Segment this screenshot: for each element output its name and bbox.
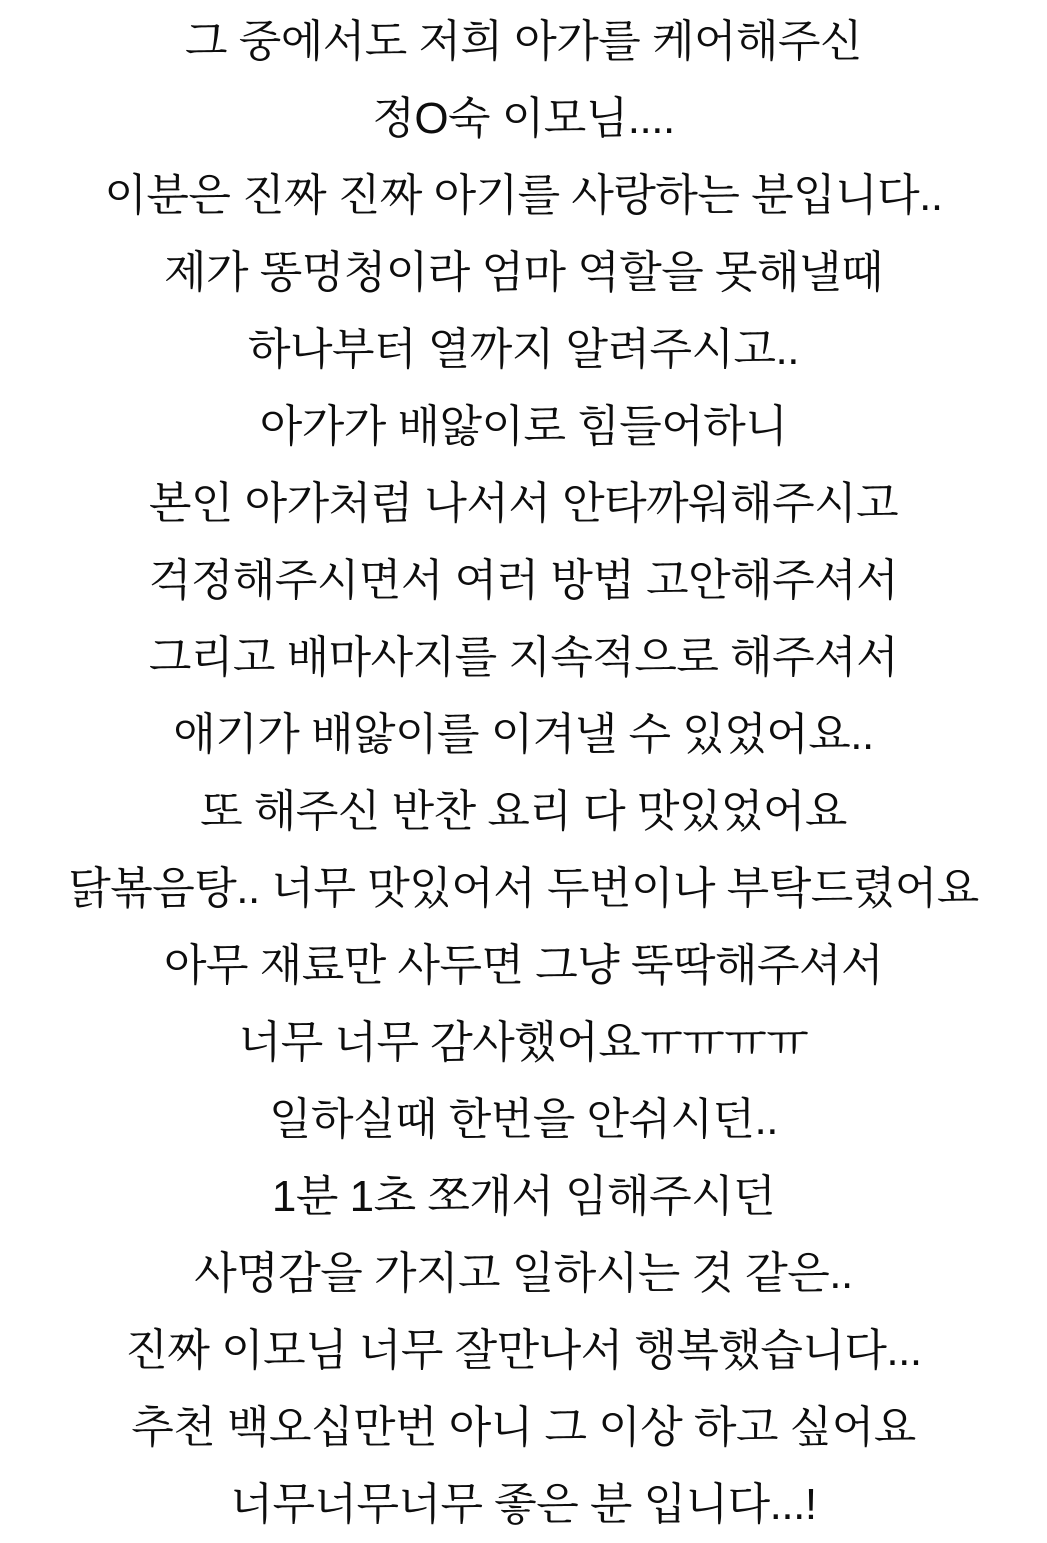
review-line-15: 일하실때 한번을 안쉬시던.. [269, 1095, 778, 1144]
review-line-13: 아무 재료만 사두면 그냥 뚝딱해주셔서 [164, 941, 883, 990]
review-line-10: 애기가 배앓이를 이겨낼 수 있었어요.. [173, 710, 874, 759]
review-line-3: 이분은 진짜 진짜 아기를 사랑하는 분입니다.. [104, 171, 943, 220]
review-line-9: 그리고 배마사지를 지속적으로 해주셔서 [148, 633, 899, 682]
review-line-18: 진짜 이모님 너무 잘만나서 행복했습니다... [125, 1326, 922, 1375]
review-line-19: 추천 백오십만번 아니 그 이상 하고 싶어요 [131, 1403, 916, 1452]
review-line-5: 하나부터 열까지 알려주시고.. [248, 325, 799, 374]
review-line-17: 사명감을 가지고 일하시는 것 같은.. [194, 1249, 853, 1298]
review-line-4: 제가 똥멍청이라 엄마 역할을 못해낼때 [164, 248, 883, 297]
review-line-11: 또 해주신 반찬 요리 다 맛있었어요 [200, 787, 847, 836]
review-line-20: 너무너무너무 좋은 분 입니다...! [230, 1480, 817, 1529]
review-line-7: 본인 아가처럼 나서서 안타까워해주시고 [148, 479, 899, 528]
review-line-16: 1분 1초 쪼개서 임해주시던 [271, 1172, 776, 1221]
review-line-2: 정O숙 이모님.... [372, 94, 675, 143]
review-line-6: 아가가 배앓이로 힘들어하니 [259, 402, 788, 451]
review-line-8: 걱정해주시면서 여러 방법 고안해주셔서 [148, 556, 899, 605]
review-line-14: 너무 너무 감사했어요ㅠㅠㅠㅠ [238, 1018, 809, 1067]
review-line-12: 닭볶음탕.. 너무 맛있어서 두번이나 부탁드렸어요 [68, 864, 979, 913]
review-line-1: 그 중에서도 저희 아가를 케어해주신 [185, 17, 862, 66]
